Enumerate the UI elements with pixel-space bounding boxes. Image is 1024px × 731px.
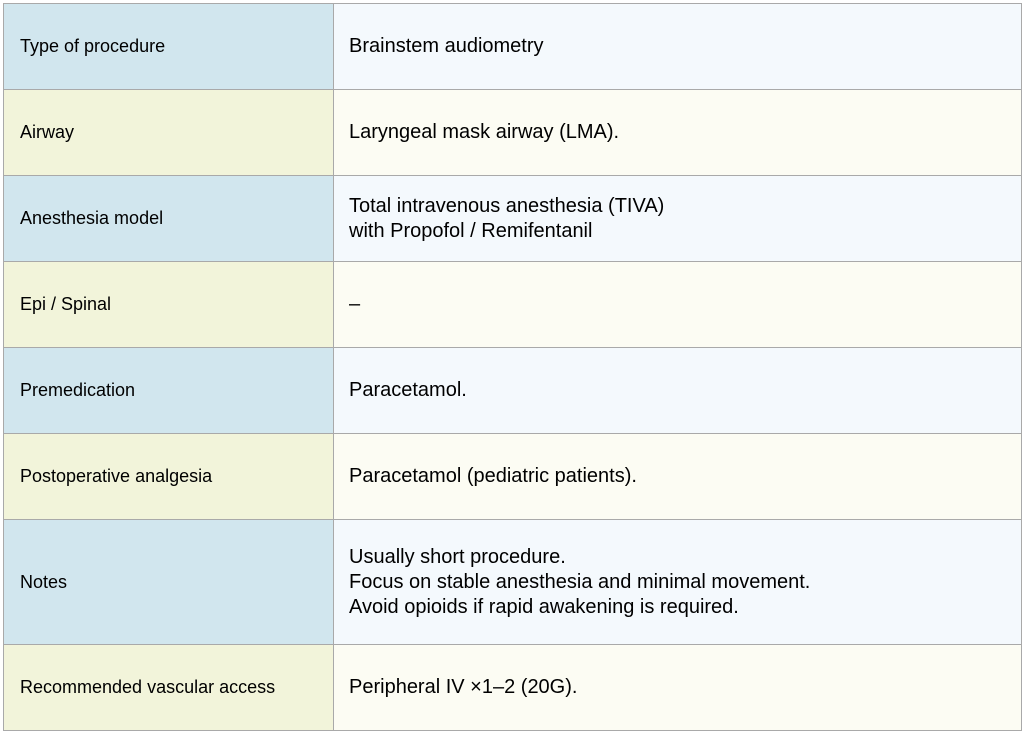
- table-row: [4, 348, 1022, 434]
- value-line: Paracetamol.: [349, 379, 467, 401]
- value-line: Brainstem audiometry: [349, 35, 544, 57]
- row-value: [334, 520, 1022, 645]
- value-line: with Propofol / Remifentanil: [349, 219, 593, 242]
- value-line: Usually short procedure.: [349, 545, 566, 568]
- row-label: Notes: [4, 520, 334, 645]
- row-value: [334, 262, 1022, 348]
- row-value: [334, 4, 1022, 90]
- row-label: Postoperative analgesia: [4, 434, 334, 520]
- row-value: [334, 434, 1022, 520]
- value-line: –: [349, 293, 361, 315]
- value-line: Peripheral IV ×1–2 (20G).: [349, 676, 578, 698]
- row-label: Premedication: [4, 348, 334, 434]
- table-row: [4, 434, 1022, 520]
- row-label: Epi / Spinal: [4, 262, 334, 348]
- value-line: Avoid opioids if rapid awakening is required.: [349, 595, 739, 618]
- row-value: [334, 176, 1022, 262]
- anesthesia-protocol-table: [3, 3, 1022, 731]
- table-row: [4, 645, 1022, 731]
- row-label: Recommended vascular access: [4, 645, 334, 731]
- table-row: [4, 4, 1022, 90]
- row-value: [334, 348, 1022, 434]
- table-row: [4, 520, 1022, 645]
- table-row: [4, 90, 1022, 176]
- row-label: Airway: [4, 90, 334, 176]
- value-line: Focus on stable anesthesia and minimal movement.: [349, 570, 811, 593]
- table-row: [4, 262, 1022, 348]
- row-value: [334, 645, 1022, 731]
- value-line: Paracetamol (pediatric patients).: [349, 465, 637, 487]
- value-line: Total intravenous anesthesia (TIVA): [349, 194, 665, 217]
- row-label: Type of procedure: [4, 4, 334, 90]
- row-value: [334, 90, 1022, 176]
- table-row: [4, 176, 1022, 262]
- value-line: Laryngeal mask airway (LMA).: [349, 121, 620, 143]
- row-label: Anesthesia model: [4, 176, 334, 262]
